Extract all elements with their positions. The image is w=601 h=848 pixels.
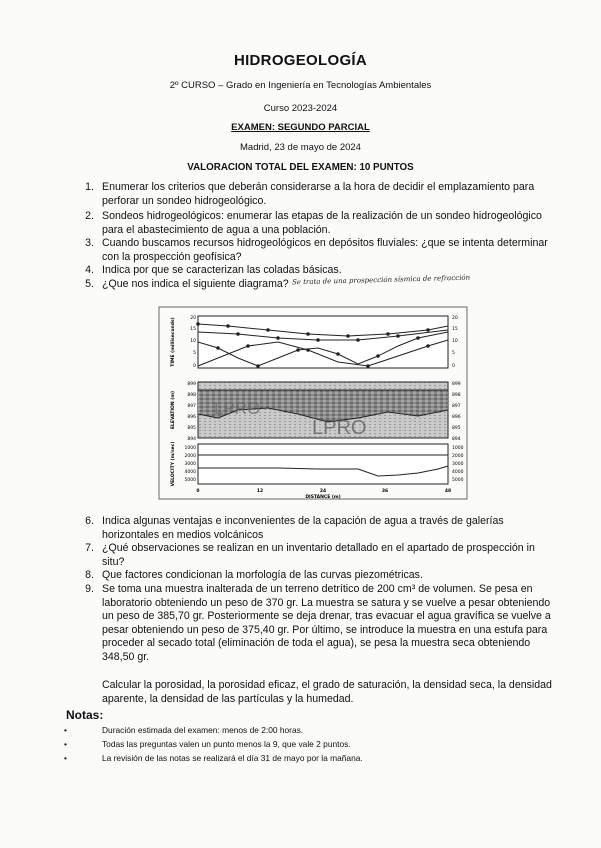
elev-tick: 896 bbox=[452, 415, 461, 420]
exam-title: HIDROGEOLOGÍA bbox=[233, 52, 368, 69]
elev-tick: 899 bbox=[452, 382, 461, 387]
exam-type: EXAMEN: SEGUNDO PARCIAL bbox=[231, 122, 370, 133]
watermark: LPRO bbox=[214, 399, 261, 418]
question-text: Sondeos hidrogeológicos: enumerar las etapas de la realización de un sondeo hidrogeológico para el abastecimiento de agua a una población. bbox=[102, 210, 542, 236]
question-number: 1. bbox=[85, 181, 94, 193]
svg-text:3000: 3000 bbox=[184, 462, 196, 467]
time-tick: 5 bbox=[452, 351, 455, 356]
time-tick: 10 bbox=[452, 339, 458, 344]
x-tick: 0 bbox=[196, 489, 200, 494]
question-number: 8. bbox=[85, 569, 94, 581]
academic-year: Curso 2023-2024 bbox=[263, 103, 338, 114]
svg-text:20: 20 bbox=[190, 316, 196, 321]
handwritten-answer: Se trata de una prospección sísmica de refracción bbox=[291, 273, 471, 287]
question-text: Indica por que se caracterizan las coladas básicas. bbox=[102, 264, 342, 276]
time-axis-label: TIME (milliseconds) bbox=[171, 317, 176, 367]
calculation-instructions: Calcular la porosidad, la porosidad eficaz, el grado de saturación, la densidad seca, la densidad aparente, la densidad de las partículas y la humedad. bbox=[102, 679, 552, 705]
svg-text:896: 896 bbox=[187, 415, 196, 420]
elev-tick: 894 bbox=[452, 437, 461, 442]
note-text: Duración estimada del examen: menos de 2:00 horas. bbox=[102, 725, 304, 735]
time-tick: 20 bbox=[452, 316, 458, 321]
x-tick: 36 bbox=[381, 489, 389, 494]
x-tick: 24 bbox=[319, 489, 327, 494]
total-score: VALORACION TOTAL DEL EXAMEN: 10 PUNTOS bbox=[187, 162, 414, 173]
question-text: Cuando buscamos recursos hidrogeológicos en depósitos fluviales: ¿que se intenta determinar con la prospección geofísica? bbox=[102, 237, 548, 263]
question-text: ¿Que nos indica el siguiente diagrama? bbox=[102, 278, 289, 290]
distance-axis-label: DISTANCE (m) bbox=[305, 495, 341, 500]
svg-text:5: 5 bbox=[193, 351, 196, 356]
notes-title: Notas: bbox=[66, 708, 104, 722]
svg-text:2000: 2000 bbox=[184, 454, 196, 459]
time-tick: 15 bbox=[452, 327, 458, 332]
x-tick: 48 bbox=[444, 489, 452, 494]
vel-tick: 1000 bbox=[452, 446, 464, 451]
x-tick: 12 bbox=[256, 489, 264, 494]
vel-tick: 4000 bbox=[452, 470, 464, 475]
elev-tick: 895 bbox=[452, 426, 461, 431]
seismic-refraction-diagram bbox=[158, 306, 468, 500]
vel-tick: 3000 bbox=[452, 462, 464, 467]
svg-text:5000: 5000 bbox=[184, 478, 196, 483]
svg-text:897: 897 bbox=[187, 404, 196, 409]
vel-tick: 2000 bbox=[452, 454, 464, 459]
vel-tick: 5000 bbox=[452, 478, 464, 483]
question-number: 3. bbox=[85, 237, 94, 249]
velocity-axis-label: VELOCITY (m/sec) bbox=[171, 441, 176, 487]
course-line: 2º CURSO – Grado en Ingeniería en Tecnologías Ambientales bbox=[169, 80, 432, 91]
svg-text:898: 898 bbox=[187, 393, 196, 398]
watermark: LPRO bbox=[312, 417, 367, 439]
svg-text:0: 0 bbox=[193, 364, 196, 369]
svg-text:4000: 4000 bbox=[184, 470, 196, 475]
note-text: La revisión de las notas se realizará el día 31 de mayo por la mañana. bbox=[102, 753, 363, 763]
note-text: Todas las preguntas valen un punto menos la 9, que vale 2 puntos. bbox=[102, 739, 351, 749]
svg-text:894: 894 bbox=[187, 437, 196, 442]
question-number: 2. bbox=[85, 210, 94, 222]
question-text: Enumerar los criterios que deberán considerarse a la hora de decidir el emplazamiento para perforar un sondeo hidrogeológico. bbox=[102, 181, 535, 207]
svg-text:1000: 1000 bbox=[184, 446, 196, 451]
question-number: 6. bbox=[85, 515, 94, 527]
svg-text:895: 895 bbox=[187, 426, 196, 431]
question-text: Que factores condicionan la morfología de las curvas piezométricas. bbox=[102, 569, 423, 581]
bullet-icon: • bbox=[64, 739, 67, 749]
svg-text:899: 899 bbox=[187, 382, 196, 387]
time-tick: 0 bbox=[452, 364, 455, 369]
elev-tick: 897 bbox=[452, 404, 461, 409]
bullet-icon: • bbox=[64, 753, 67, 763]
question-text: Se toma una muestra inalterada de un terreno detrítico de 200 cm³ de volumen. Se pesa en laboratorio obteniendo un peso de 370 gr. La muestra se satura y se vuelve a pesar obteniendo un peso de 385,70 gr. Posteriormente se deja drenar, tras evacuar el agua gravífica se vuelve a pesar obteniendo un peso de 375,40 gr. Por último, se introduce la muestra en una estufa para proceder al secado total (eliminación de toda el agua), se pesa la muestra seca obteniendo 348,50 gr. bbox=[102, 583, 551, 663]
question-number: 4. bbox=[85, 264, 94, 276]
svg-text:15: 15 bbox=[190, 327, 196, 332]
svg-text:10: 10 bbox=[190, 339, 196, 344]
exam-date: Madrid, 23 de mayo de 2024 bbox=[240, 142, 361, 153]
bullet-icon: • bbox=[64, 725, 67, 735]
question-number: 9. bbox=[85, 583, 94, 595]
elev-tick: 898 bbox=[452, 393, 461, 398]
question-text: ¿Qué observaciones se realizan en un inventario detallado en el apartado de prospección in situ? bbox=[102, 542, 535, 568]
elevation-axis-label: ELEVATION (m) bbox=[171, 390, 176, 430]
question-number: 7. bbox=[85, 542, 94, 554]
question-text: Indica algunas ventajas e inconvenientes de la capación de agua a través de galerías horizontales en medios volcánicos bbox=[102, 515, 504, 541]
question-number: 5. bbox=[85, 278, 94, 290]
